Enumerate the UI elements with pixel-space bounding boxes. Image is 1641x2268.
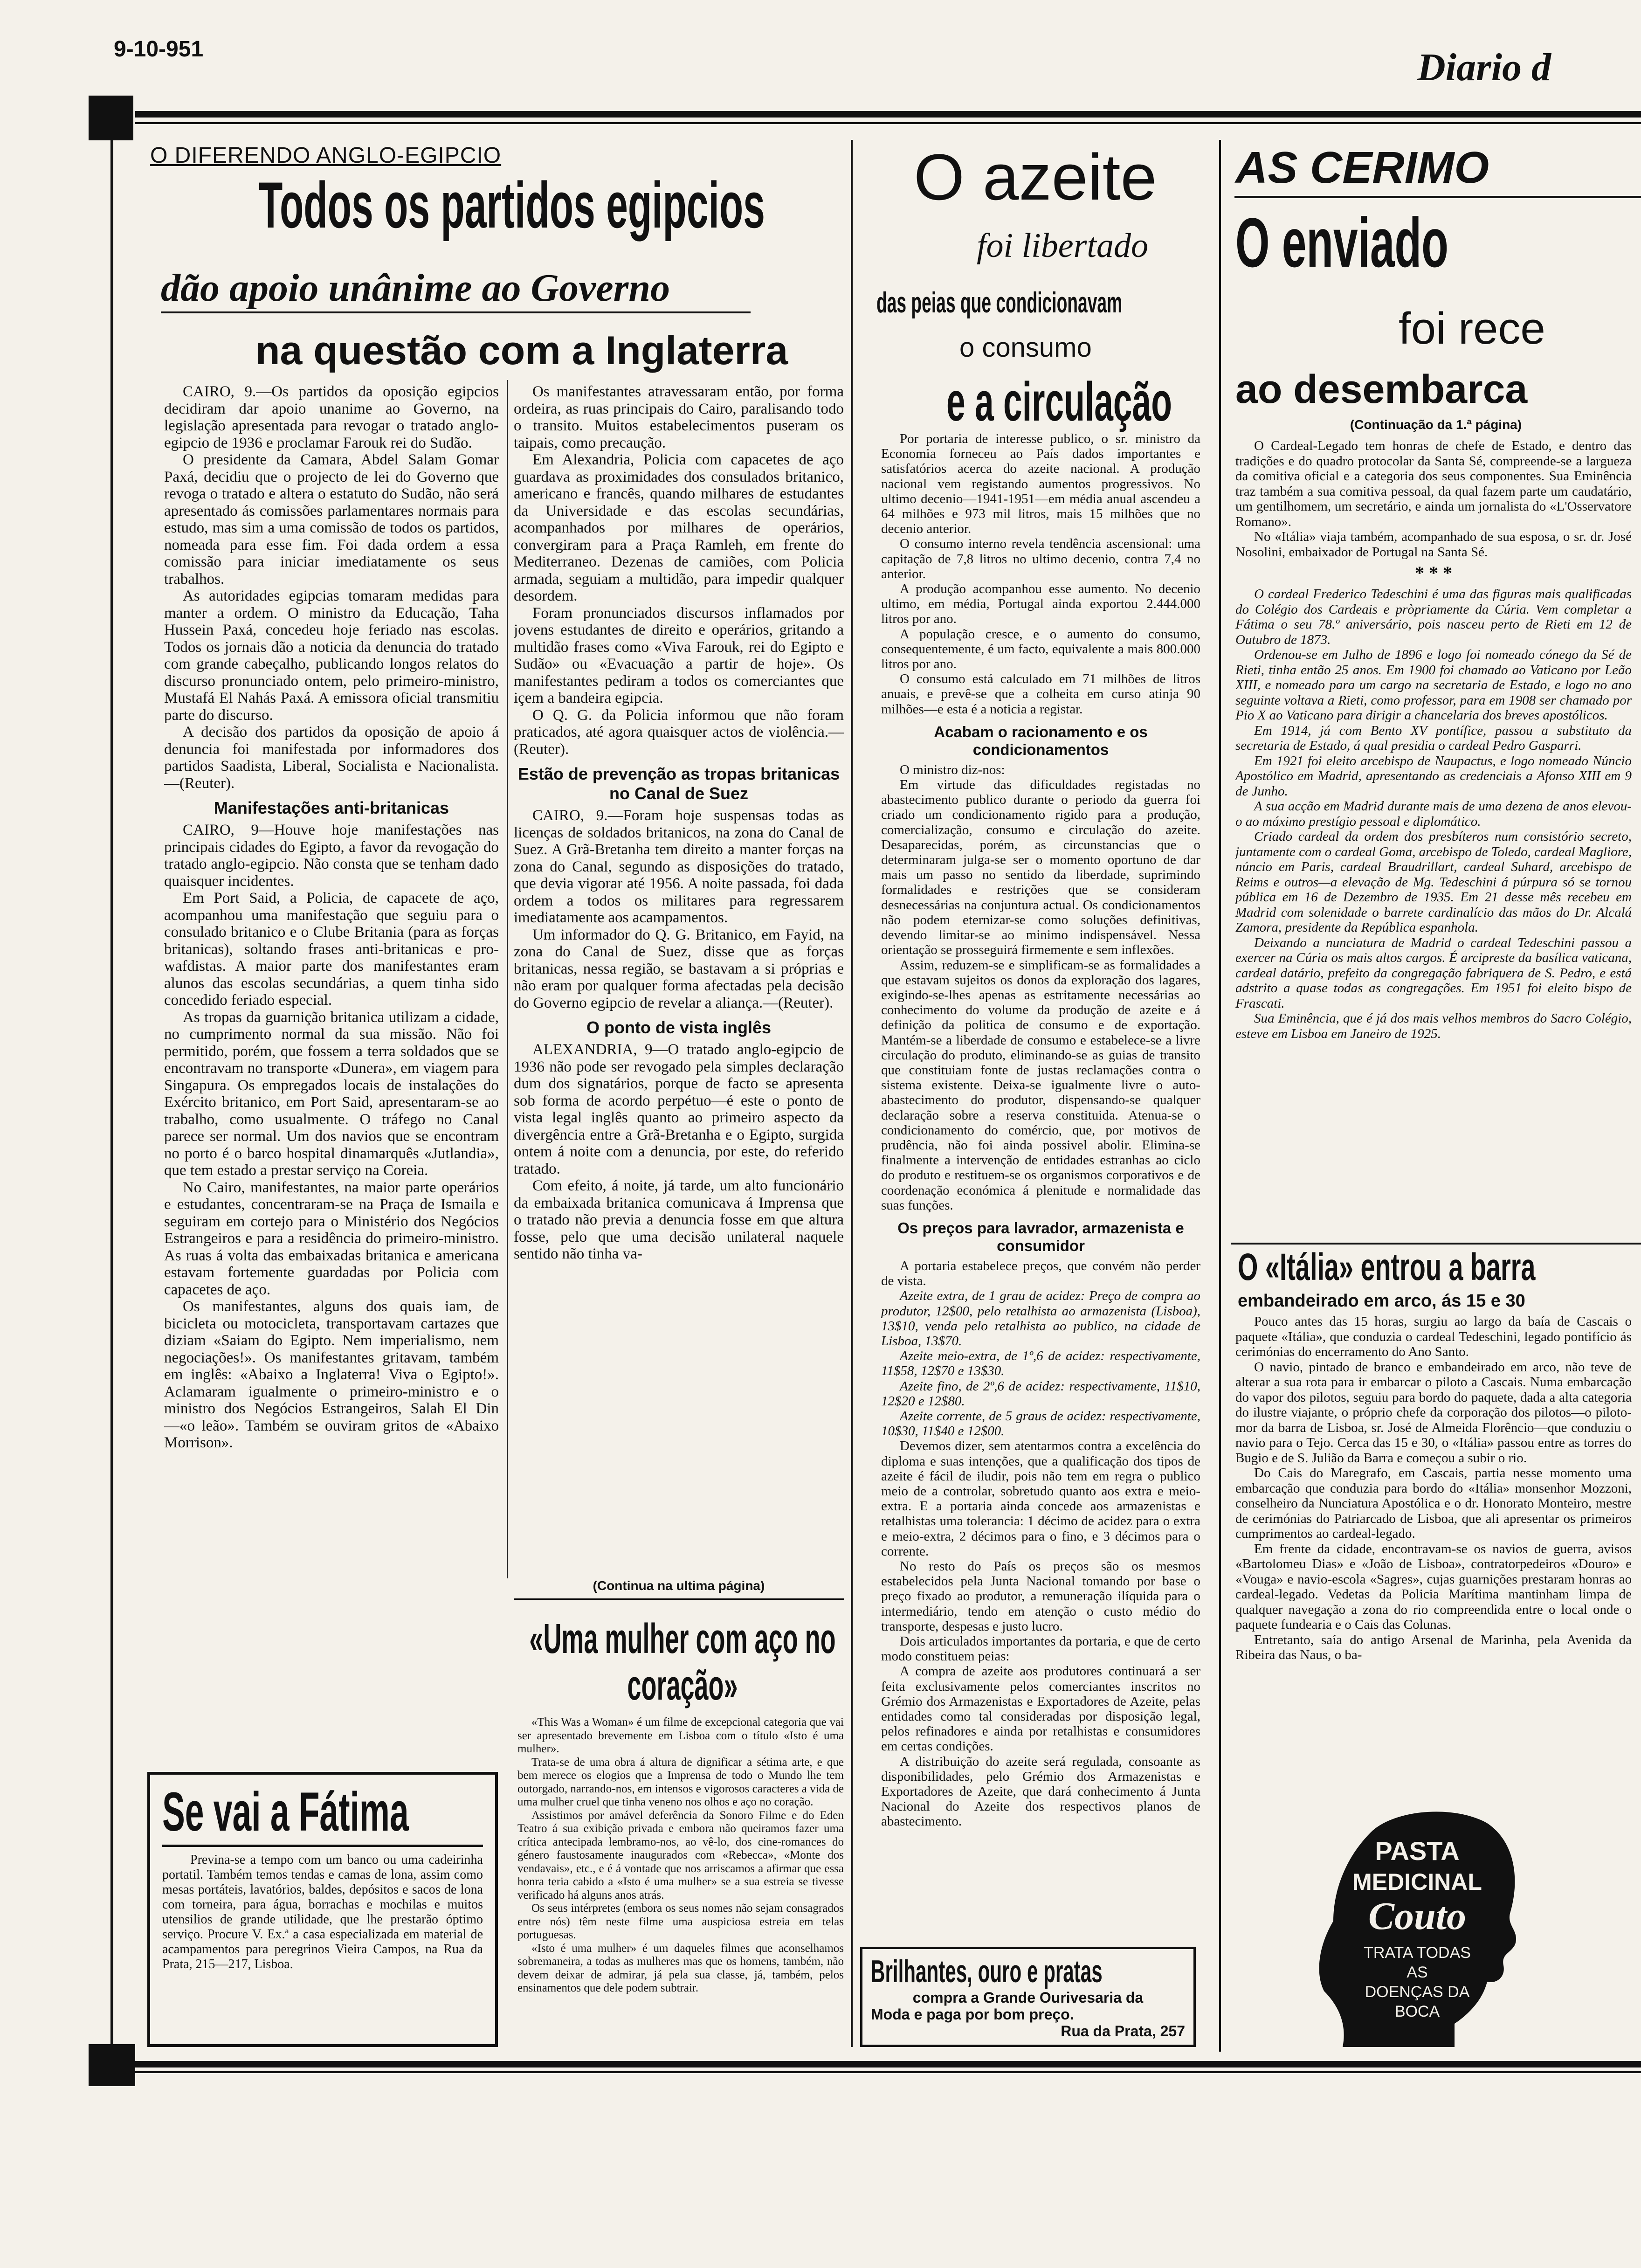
film-para: Os seus intérpretes (embora os seus nomes não sejam consagrados entre nós) têm neste filme uma auspiciosa estreia em telas portuguesas. <box>517 1902 844 1941</box>
film-headline: «Uma mulher com aço no coração» <box>529 1616 836 1709</box>
cerim-ital-para: Em 1914, já com Bento XV pontífice, passou a substituto da secretaria de Estado, á qual presidia o cardeal Pedro Gasparri. <box>1235 723 1632 753</box>
azeite-subhead-1: Acabam o racionamento e os condicionamentos <box>934 723 1148 758</box>
azeite-para3: Devemos dizer, sem atentarmos contra a excelência do diploma e suas intenções, que a qualificação dos tipos de azeite é fácil de iludir, pois não tem em regra o publico meio de a controlar, sobretudo quanto aos extra e meio-extra. E a portaria ainda concede aos armazenistas e retalhistas uma tolerancia: 1 décimo de acidez para o extra e meio-extra, 2 décimos para o fino, e 3 décimos para o corrente. <box>881 1438 1200 1559</box>
cerim-ital-para: O cardeal Frederico Tedeschini é uma das figuras mais qualificadas do Colégio dos Cardeais e pròpriamente da Cúria. Vem completar a Fátima o seu 78.º aniversário, pois nasceu perto de Rieti em 12 de Outubro de 1873. <box>1235 587 1632 647</box>
cerim-para: O Cardeal-Legado tem honras de chefe de Estado, e dentro das tradições e do quadro protocolar da Santa Sé, compreende-se a largueza da comitiva oficial e a categoria dos seus componentes. Sua Eminência traz também a sua comitiva pessoal, da qual fazem parte um caudatário, um gentilhomem, um secretário, e ainda um jornalista do «L'Osservatore Romano». <box>1235 438 1632 529</box>
footer-rule-top <box>135 2061 1641 2067</box>
azeite-para2: O ministro diz-nos: <box>900 762 1005 777</box>
jewel-ad <box>860 1947 1196 2047</box>
egypt-col2-para: Os manifestantes atravessaram então, por forma ordeira, as ruas principais do Cairo, paralisando todo o transito. Muitos estabelecimentos puseram os taipais, como precaução. <box>514 383 844 451</box>
egypt-col2-subhead: Estão de prevenção as tropas britanicas no Canal de Suez <box>517 764 840 803</box>
pasta-ad <box>1315 1805 1534 2047</box>
azeite-para3: Azeite fino, de 2º,6 de acidez: respectivamente, 11$10, 12$20 e 12$80. <box>881 1378 1200 1409</box>
cerim-headline: O enviado <box>1235 203 1448 282</box>
italia-para: Do Cais do Maregrafo, em Cascais, partia nesse momento uma embarcação que conduzia para bordo do «Itália» monsenhor Mozzoni, conselheiro da Nunciatura Apostólica e o dr. Honorato Monteiro, mestre de cerimónias do Patriarcado de Lisboa, que ali apresentar os primeiros cumprimentos ao cardeal-legado. <box>1235 1466 1632 1541</box>
egypt-col2b-para: Um informador do Q. G. Britanico, em Fayid, na zona do Canal de Suez, disse que as forças britanicas, nessa região, se bastavam a si próprias e não eram por qualquer forma afectadas pela decisão do Governo egipcio de revelar a aliança.—(Reuter). <box>514 926 844 1011</box>
azeite-deck-3: o consumo <box>959 332 1092 363</box>
film-para: Trata-se de uma obra á altura de dignificar a sétima arte, e que bem merece os elogios que a Imprensa de todo o Mundo lhe tem outorgado, narrando-nos, em intensos e vigorosos caracteres a vida de uma mulher cruel que tinha veneno nos olhos e aço no coração. <box>517 1756 844 1808</box>
cerim-ital-para: A sua acção em Madrid durante mais de uma dezena de anos elevou-o ao máximo prestígio pessoal e diplomático. <box>1235 799 1632 829</box>
azeite-para: Por portaria de interesse publico, o sr. ministro da Economia forneceu ao País dados importantes e satisfatórios acerca do azeite nacional. A produção nacional vem registando aumentos progressivos. No ultimo decenio—1941-1951—em média anual ascendeu a 64 milhões e 973 mil litros, mais 15 milhões que no decenio anterior. <box>881 431 1200 537</box>
left-margin-rule <box>110 140 113 2061</box>
azeite-deck-1: foi libertado <box>977 227 1148 265</box>
azeite-para3: Dois articulados importantes da portaria, e que de certo modo constituem peias: <box>881 1634 1200 1664</box>
header-rule-top <box>135 111 1641 118</box>
fatima-ad-rule <box>162 1845 483 1847</box>
jewel-ad-text-1: compra a Grande Ourivesaria da <box>912 1989 1144 2006</box>
cerim-para: No «Itália» viaja também, acompanhado de sua esposa, o sr. dr. José Nosolini, embaixador de Portugal na Santa Sé. <box>1235 529 1632 560</box>
cerim-left-rule <box>1219 140 1221 2052</box>
azeite-para3: A compra de azeite aos produtores continuará a ser feita exclusivamente pelos comerciantes inscritos no Grémio dos Armazenistas e Exportadores de Azeite, pelas entidades como tal consideradas por disposição legal, pelos refinadores e ainda por retalhistas e consumidores em certas condições. <box>881 1664 1200 1754</box>
egypt-col2c-para: ALEXANDRIA, 9—O tratado anglo-egipcio de 1936 não pode ser revogado pela simples declaração dum dos signatários, porque de facto se apresenta sob forma de acordo perpétuo—é este o ponto de vista legal inglês quanto ao primeiro aspecto da divergência entre a Grã-Bretanha e o Egipto, surgida ontem á noite com a denuncia, por este, do referido tratado. <box>514 1041 844 1177</box>
azeite-title: O azeite <box>914 140 1157 214</box>
page-date: 9-10-951 <box>114 37 204 62</box>
egypt-col2b-para: CAIRO, 9.—Foram hoje suspensas todas as licenças de soldados britanicos, na zona do Canal de Suez. A Grã-Bretanha tem direito a manter forças na zona do Canal, segundo as disposições do tratado, que devia vigorar até 1956. A noite passada, foi dada ordem a todos os militares para regressarem imediatamente aos acampamentos. <box>514 807 844 926</box>
cerim-continuation: (Continuação da 1.ª página) <box>1350 417 1522 432</box>
newspaper-name: Diario d <box>1417 46 1551 89</box>
azeite-para2: Assim, reduzem-se e simplificam-se as formalidades a que estavam sujeitos os donos da exploração dos lagares, exigindo-se-lhes apenas as estritamente necessárias ao conhecimento do volume da produção de azeite e á definição da politica de consumo e de exportação. Mantém-se a liberdade de consumo e estabelece-se a livre circulação do produto, eliminando-se as guias de transito que constituiam fonte de justas reclamações contra o sistema existente. Deixa-se igualmente livre o auto-abastecimento do produtor, dispensando-se qualquer declaração sobre a reserva constituida. Atenua-se o condicionamento do comércio, que, por motivos de prudência, não foi ainda possivel abolir. Elimina-se finalmente a intervenção de entidades estranhas ao ciclo do produto e restituem-se os organismos corporativos e de coordenação económica á plenitude e normalidade das suas funções. <box>881 957 1200 1213</box>
egypt-col1b-para: Os manifestantes, alguns dos quais iam, de bicicleta ou motocicleta, transportavam cartazes que diziam «Saiam do Egipto. Nem imperialismo, nem negociações!». Os manifestantes gritavam, também em inglês: «Abaixo a Inglaterra! Viva o Egipto!». Aclamaram igualmente o primeiro-ministro e o ministro dos Negócios Estrangeiros, Salah El Din—«o leão». Também se ouviram gritos de «Abaixo Morrison». <box>164 1298 499 1451</box>
italia-subhead: embandeirado em arco, ás 15 e 30 <box>1238 1291 1525 1311</box>
egypt-col1b-para: CAIRO, 9—Houve hoje manifestações nas principais cidades do Egipto, a favor da revogação do tratado anglo-egipcio. Não consta que se tenham dado quaisquer incidentes. <box>164 822 499 890</box>
egypt-deck-2: na questão com a Inglaterra <box>255 328 788 373</box>
egypt-headline: Todos os partidos egipcios <box>259 168 765 242</box>
italia-para: O navio, pintado de branco e embandeirado em arco, não teve de alterar a sua rota para ir embarcar o piloto a Cascais. Numa embarcação do vapor dos pilotos, seguiu para bordo do paquete, dada a alta categoria do ilustre viajante, o próprio chefe da corporação dos pilotos—o piloto-mor da barra de Lisboa, sr. José de Almeida Florêncio—que conduziu o navio para o Tejo. Cerca das 15 e 30, o «Itália» passou entre as torres do Bugio e de S. Julião da Barra e começou a subir o rio. <box>1235 1359 1632 1466</box>
fatima-ad-text: Previna-se a tempo com um banco ou uma cadeirinha portatil. Também temos tendas e camas de lona, assim como mesas portáteis, lavatórios, baldes, depósitos e sacos de lona com torneira, para água, borrachas e mochilas e muitos utensilios de grande utilidade, que lhe prestarão óptimo serviço. Procure V. Ex.ª a casa especializada em material de acampamentos para peregrinos Vieira Campos, na Rua da Prata, 215—217, Lisboa. <box>162 1853 483 1971</box>
fatima-ad <box>147 1772 498 2047</box>
header-corner-block <box>89 96 133 140</box>
egypt-deck-1: dão apoio unânime ao Governo <box>161 266 670 310</box>
italia-top-rule <box>1231 1243 1641 1245</box>
egypt-col2c-para: Com efeito, á noite, já tarde, um alto funcionário da embaixada britanica comunicava á Imprensa que o tratado não previa a denuncia fosse em que altura fosse, pelo que uma decisão unilateral naquele sentido não tinha va- <box>514 1177 844 1262</box>
pasta-ad-line-2: MEDICINAL <box>1352 1869 1482 1895</box>
italia-para: Entretanto, saía do antigo Arsenal de Marinha, pela Avenida da Ribeira das Naus, o ba- <box>1235 1632 1632 1662</box>
azeite-para3: Azeite meio-extra, de 1º,6 de acidez: respectivamente, 11$58, 12$70 e 13$30. <box>881 1348 1200 1379</box>
cerim-kicker-rule <box>1234 196 1641 198</box>
azeite-para3: A portaria estabelece preços, que convém não perder de vista. <box>881 1258 1200 1289</box>
italia-para: Em frente da cidade, encontravam-se os navios de guerra, avisos «Bartolomeu Dias» e «João de Lisboa», contratorpedeiros «Douro» e «Vouga» e navio-escola «Sagres», cujas guarnições prestaram honras ao cardeal-legado. Vedetas da Policia Marítima mantinham limpa de qualquer navegação a zona do rio compreendida entre o local onde o paquete fundearia e o Cais das Colunas. <box>1235 1541 1632 1632</box>
egypt-col1-para: As autoridades egipcias tomaram medidas para manter a ordem. O ministro da Educação, Taha Hussein Paxá, concedeu hoje feriado nas escolas. Todos os jornais dão a noticia da denuncia do tratado com grande cabeçalho, publicando longos relatos do discurso pronunciado ontem, pelo primeiro-ministro, Mustafá El Nahás Paxá. A emissora oficial transmitiu parte do discurso. <box>164 588 499 724</box>
egypt-kicker: O DIFERENDO ANGLO-EGIPCIO <box>150 143 502 168</box>
egypt-col1b-para: Em Port Said, a Policia, de capacete de aço, acompanhou uma manifestação que seguiu para o consulado britanico e o Clube Britania (para as forças britanicas), soltando frases anti-britanicas e pro-wafdistas. A maior parte dos manifestantes eram alunos das escolas secundárias, a quem tinha sido concedido feriado especial. <box>164 890 499 1009</box>
egypt-col1-para: O presidente da Camara, Abdel Salam Gomar Paxá, decidiu que o projecto de lei do Governo que revoga o tratado e altera o estatuto do Sudão, não será apresentado ás comissões parlamentares normais para estudo, mas sim a uma comissão de todos os partidos, nomeada para esse fim. Foi dada ordem a essa comissão para iniciar imediatamente os seus trabalhos. <box>164 451 499 588</box>
cerim-kicker: AS CERIMO <box>1235 143 1489 193</box>
italia-body <box>1235 1314 1632 1794</box>
cerim-deck-2: ao desembarca <box>1235 367 1528 412</box>
cerim-ital-para: Criado cardeal da ordem dos presbíteros num consistório secreto, juntamente com o cardeal Goma, arcebispo de Toledo, cardeal Magliore, núncio em Paris, cardeal Braudrillart, cardeal Suhard, arcebispo de Reims e outros—a elevação de Mg. Tedeschini á púrpura só se tornou pública em 16 de Dezembro de 1935. Em 21 desse mês recebeu em Madrid com solenidade o barrete cardinalício das mãos do Dr. Alcalá Zamora, presidente da República espanhola. <box>1235 829 1632 935</box>
egypt-right-rule <box>851 140 853 2047</box>
azeite-para: O consumo interno revela tendência ascensional: uma capitação de 7,8 litros no ultimo decenio, contra 7,4 no anterior. <box>881 536 1200 581</box>
cerim-ital-para: Em 1921 foi eleito arcebispo de Naupactus, e logo nomeado Núncio Apostólico em Madrid, apresentando as credenciais a Afonso XIII em 9 de Junho. <box>1235 753 1632 799</box>
egypt-col2-para: Em Alexandria, Policia com capacetes de aço guardava as proximidades dos consulados britanico, americano e francês, quando milhares de estudantes da Universidade e das escolas secundárias, acompanhados por milhares de operários, convergiram para a Praça Ramleh, em frente do Mediterraneo. Dezenas de camiões, com Policia armada, seguiam a multidão, para impedir qualquer desordem. <box>514 451 844 604</box>
jewel-ad-title: Brilhantes, ouro e pratas <box>871 1954 1103 1989</box>
azeite-body <box>881 431 1200 1937</box>
film-para: «This Was a Woman» é um filme de excepcional categoria que vai ser apresentado brevemente em Lisboa com o título «Isto é uma mulher». <box>517 1716 844 1755</box>
azeite-deck-4: e a circulação <box>946 371 1172 433</box>
film-para: «Isto é uma mulher» é um daqueles filmes que aconselhamos sobremaneira, a todas as mulheres mas que os homens, também, não devem deixar de admirar, já pela sua classe, já, também, pelos ensinamentos que dele podem subtrair. <box>517 1942 844 1994</box>
egypt-col1b-para: No Cairo, manifestantes, na maior parte operários e estudantes, concentraram-se na Praça de Ismaila e seguiram em cortejo para o Ministério dos Negócios Estrangeiros e para a residência do primeiro-ministro. As ruas á volta das embaixadas britanica e americana estavam fortemente guardadas por Policia com capacetes de aço. <box>164 1179 499 1298</box>
cerim-deck-1: foi rece <box>1399 304 1545 353</box>
azeite-para: O consumo está calculado em 71 milhões de litros anuais, e prevê-se que a colheita em curso atinja 90 milhões—e esta é a noticia a registar. <box>881 671 1200 717</box>
cerim-ital-para: Ordenou-se em Julho de 1896 e logo foi nomeado cónego da Sé de Rieti, tinha então 25 anos. Em 1900 foi chamado ao Vaticano por Leão XIII, e nomeado para um cargo na secretaria de Estado, e logo no ano seguinte voltava a Rieti, como professor, para em 1908 ser chamado por Pio X ao Vaticano para dirigir a chancelaria dos breves apostólicos. <box>1235 647 1632 723</box>
cerim-stars: * * * <box>1415 562 1452 583</box>
italia-headline: O «Itália» entrou a barra <box>1238 1246 1536 1288</box>
pasta-ad-line-7: BOCA <box>1394 2003 1440 2020</box>
jewel-ad-text-2: Moda e paga por bom preço. <box>871 2006 1074 2023</box>
fatima-ad-title: Se vai a Fátima <box>162 1781 409 1843</box>
azeite-para3: Azeite extra, de 1 grau de acidez: Preço de compra ao produtor, 12$00, pelo retalhista ao armazenista (Lisboa), 13$10, venda pelo retalhista ao publico, na cidade de Lisboa, 13$70. <box>881 1288 1200 1348</box>
cerim-ital-para: Sua Eminência, que é já dos mais velhos membros do Sacro Colégio, esteve em Lisboa em Janeiro de 1925. <box>1235 1011 1632 1041</box>
egypt-col2-para: Foram pronunciados discursos inflamados por jovens estudantes de direito e operários, gritando a multidão frases como «Viva Farouk, rei do Egipto e Sudão» ou «Evacuação a partir de hoje». Os manifestantes pediram a todos os comerciantes que içem a bandeira egipcia. <box>514 604 844 706</box>
egypt-col1-subhead: Manifestações anti-britanicas <box>214 798 449 817</box>
egypt-col1b-para: As tropas da guarnição britanica utilizam a cidade, no cumprimento normal da sua missão. Não foi permitido, porém, que fossem a terra soldados que se encontravam no transporte «Dunera», em viagem para Singapura. Os empregados locais de instalações do Exército britanico, em Port Said, apresentaram-se ao trabalho, como usualmente. O tráfego no Canal parece ser normal. Um dos navios que se encontram no porto é o barco hospital dinamarquês «Jutlandia», que tem estado a prestar serviço na Coreia. <box>164 1009 499 1179</box>
film-para: Assistimos por amável deferência da Sonoro Filme e do Eden Teatro á sua exibição privada e embora não queiramos fazer uma crítica antecipada lembramo-nos, ao vê-lo, dos cine-romances do género faustosamente inaugurados com «Rebecca», «Monte dos vendavais», etc., e é á vontade que nos arriscamos a afirmar que essa honra teria cabido a «Isto é uma mulher» se a sua estreia se tivesse verificado há alguns anos atrás. <box>517 1809 844 1902</box>
cerim-body <box>1235 438 1632 1231</box>
egypt-col2-subhead-2: O ponto de vista inglês <box>586 1018 772 1037</box>
pasta-ad-line-6: DOENÇAS DA <box>1365 1983 1470 2001</box>
cerim-ital-para: Deixando a nunciatura de Madrid o cardeal Tedeschini passou a exercer na Cúria os mais altos cargos. É arcipreste da basílica vaticana, cardeal datário, prefeito da congregação fabriquera de S. Pedro, e está adstrito a quase todas as congregações. Em 1951 foi eleito bispo de Frascati. <box>1235 935 1632 1011</box>
egypt-col-1 <box>164 383 499 1577</box>
header-rule-thin <box>135 122 1641 124</box>
azeite-para2: Em virtude das dificuldades registadas no abastecimento publico durante o periodo da guerra foi criado um condicionamento rigido para a produção, comercialização, consumo e circulação do azeite. Desaparecidas, porém, as circunstancias que o determinaram julga-se ser o momento oportuno de dar mais um passo no sentido da liberdade, suprimindo formalidades e restrições que se consideram desnecessárias na conjuntura actual. Os condicionamentos não podem eternizar-se como soluções definitivas, devendo limitar-se ao minimo indispensável. Nessa orientação se prosseguirá firmemente e sem inflexões. <box>881 777 1200 958</box>
azeite-para3: No resto do País os preços são os mesmos estabelecidos pela Junta Nacional tomando por base o preço fixado ao produtor, a remuneração ilíquida para o intermediário, tendo em atenção o custo médio do transporte, despesas e justo lucro. <box>881 1559 1200 1634</box>
egypt-end-rule <box>514 1598 844 1600</box>
egypt-col-divider <box>507 380 508 1578</box>
footer-rule-thin <box>135 2071 1641 2073</box>
azeite-subhead-2: Os preços para lavrador, armazenista e consumidor <box>897 1219 1184 1254</box>
azeite-para3: A distribuição do azeite será regulada, consoante as disponibilidades, pelo Grémio dos Armazenistas e Exportadores de Azeite, que dará conhecimento á Junta Nacional do Azeite dos respectivos planos de abastecimento. <box>881 1754 1200 1829</box>
footer-corner-block <box>89 2044 135 2086</box>
azeite-para: A produção acompanhou esse aumento. No decenio ultimo, em média, Portugal ainda exportou 2.444.000 litros por ano. <box>881 581 1200 627</box>
pasta-ad-line-1: PASTA <box>1375 1836 1460 1866</box>
egypt-continua: (Continua na ultima página) <box>593 1578 765 1593</box>
jewel-ad-address: Rua da Prata, 257 <box>1061 2023 1185 2040</box>
egypt-col-2 <box>514 383 844 1575</box>
egypt-col1-para: A decisão dos partidos da oposição de apoio á denuncia foi manifestada por informadores dos partidos Saadista, Liberal, Socialista e Nacionalista.—(Reuter). <box>164 724 499 792</box>
azeite-para: A população cresce, e o aumento do consumo, consequentemente, é um facto, equivalente a mais 800.000 litros por ano. <box>881 626 1200 672</box>
egypt-col2-para: O Q. G. da Policia informou que não foram praticados, até agora quaisquer actos de violência.—(Reuter). <box>514 706 844 758</box>
pasta-ad-line-3: Couto <box>1368 1895 1467 1938</box>
film-body <box>517 1716 844 2033</box>
egypt-col1-para: CAIRO, 9.—Os partidos da oposição egipcios decidiram dar apoio unanime ao Governo, na legislação apresentada para revogar o tratado anglo-egipcio de 1936 e proclamar Farouk rei do Sudão. <box>164 383 499 451</box>
egypt-deck-underline <box>161 311 751 313</box>
pasta-ad-line-4: TRATA TODAS <box>1364 1944 1471 1962</box>
azeite-para3: Azeite corrente, de 5 graus de acidez: respectivamente, 10$30, 11$40 e 12$00. <box>881 1408 1200 1439</box>
italia-para: Pouco antes das 15 horas, surgiu ao largo da baía de Cascais o paquete «Itália», que conduzia o cardeal Tedeschini, legado pontifício ás cerimónias do encerramento do Ano Santo. <box>1235 1314 1632 1359</box>
pasta-ad-line-5: AS <box>1407 1964 1428 1981</box>
azeite-deck-2: das peias que condicionavam <box>876 287 1123 319</box>
